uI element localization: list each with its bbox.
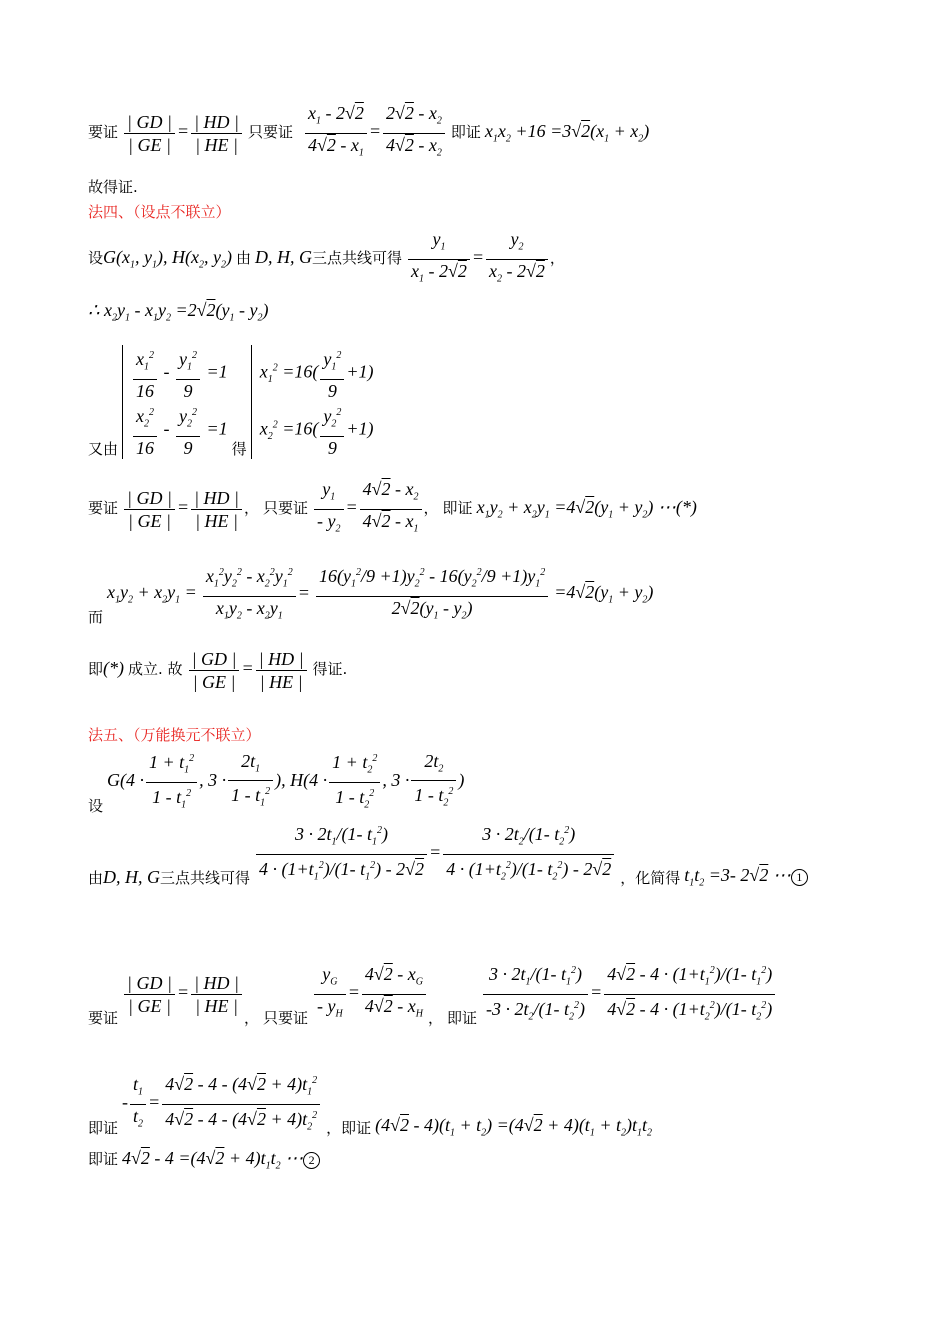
label-she-2: 设 xyxy=(88,797,104,816)
formula-frac-10: $\frac{4√2 - x_G}{4√2 - x_H}$ xyxy=(362,963,426,1025)
formula-points-param: G(4 · $\frac{1 + t_1^2}{1 - t_1^2}$ , 3 · $\frac{2t_1}{1 - t_1^2}$ ), H(4 · $\frac{1 + t_2^2}{1 - t_2^2}$ , 3 · $\frac{2t_2}{1 - t_2^2}$ ) xyxy=(107,770,464,790)
system-derived: $x_1^2 =16$( $\frac{y_1^2}{9}$ +1) $x_2^2 =16$( $\frac{y_2^2}{9}$ +1) xyxy=(251,345,374,459)
formula-frac-9: $\frac{y_G}{- y_H}$ xyxy=(314,963,346,1025)
formula-result-4: $4√2 - 4 =(4√2 + 4)t_1t_2$ ⋯ 2 xyxy=(122,1148,320,1168)
line-final xyxy=(88,1148,320,1172)
line-system xyxy=(88,345,373,459)
formula-frac-13: $\frac{t_1}{t_2}$ xyxy=(130,1073,146,1135)
formula-frac-3: $\frac{y_1}{- y_2}$ xyxy=(314,478,343,540)
line-set-gh-2 xyxy=(88,748,464,816)
formula-points-gh: $G(x_1$, $y_1$), $H(x_2$, $y_2$) xyxy=(103,246,232,271)
label-huajiande: 化简得 xyxy=(635,869,681,888)
formula-frac-14: $\frac{4√2 - 4 - (4√2 + 4)t_1^2}{4√2 - 4 - (4√2 + 4)t_2^2}$ xyxy=(162,1070,320,1138)
label-she: 设 xyxy=(88,248,104,267)
formula-result-2: $t_1t_2 =3-$ 2√2 ⋯ 1 xyxy=(684,865,808,885)
label-jizheng-3: 即证 xyxy=(447,1009,478,1028)
label-jizheng-4: 即证 xyxy=(88,1119,119,1138)
formula-frac-8: $\frac{3 \cdot 2t_2/(1- t_2^2)}{4 \cdot (1+t_2^2)/(1- t_2^2) - 2√2}$ xyxy=(443,820,614,888)
label-youyou: 又由 xyxy=(88,440,119,459)
section-title-fa5: 法五、（万能换元不联立） xyxy=(88,726,261,744)
formula-star: $x_1y_2 + x_2y_1 =4√2(y_1 + y_2)$ ⋯(*) xyxy=(476,496,697,521)
formula-frac-7: $\frac{3 \cdot 2t_1/(1- t_1^2)}{4 \cdot (1+t_1^2)/(1- t_1^2) - 2√2}$ xyxy=(256,820,427,888)
label-dezheng: 得证. xyxy=(312,660,348,679)
label-ji: 即 xyxy=(88,660,104,679)
label-jizheng-5: 即证 xyxy=(341,1119,372,1138)
label-jizheng-6: 即证 xyxy=(88,1150,119,1168)
label-chengli: 成立. 故 xyxy=(128,660,183,679)
section-title-fa4: 法四、（设点不联立） xyxy=(88,203,231,221)
formula-result-1: $x_1x_2 +16 =3√2(x_1 + x_2)$ xyxy=(484,120,650,145)
ratio-hd-he: $\frac{| HD |}{| HE |}$ xyxy=(191,111,242,156)
line-set-gh: 设$G(x_1$, $y_1$), $H(x_2$, $y_2$) 由 D, H, G三点共线可得 $\frac{y_1}{x_1 - 2√2}$ = $\frac{y_2}{x_2 - 2√2}$ ， xyxy=(88,228,565,290)
ratio-hd-he-2: $\frac{| HD |}{| HE |}$ xyxy=(191,487,242,532)
formula-frac-12: $\frac{4√2 - 4 \cdot (1+t_1^2)/(1- t_1^2)}{4√2 - 4 \cdot (1+t_2^2)/(1- t_2^2)}$ xyxy=(604,960,775,1028)
ratio-gd-ge-4: $\frac{| GD |}{| GE |}$ xyxy=(124,972,175,1017)
label-you: 由 xyxy=(235,248,251,267)
line-prove-2: 要证 $\frac{| GD |}{| GE |}$ = $\frac{| HD |}{| HE |}$ ， 只要证 $\frac{y_1}{- y_2}$ = $\frac{4√2 - x_2}{4√2 - x_1}$ ， 即证 $x_1y_2 + x_2y_1 =4√2(y_1 + y_2)$ ⋯(*) xyxy=(88,478,697,540)
ratio-hd-he-3: $\frac{| HD |}{| HE |}$ xyxy=(256,648,307,693)
line-er: 而 $x_1y_2 + x_2y_1$ = $\frac{x_1^2y_2^2 - x_2^2y_1^2}{x_1y_2 - x_2y_1}$ = $\frac{16(y_1^2/9 +1)y_2^2 - 16(y_2^2/9 +1)y_1^2}{2√2(y_1 - y_2)}$ $=4√2(y_1 + y_2)$ xyxy=(88,562,653,627)
label-zhiyaozheng: 只要证 xyxy=(247,122,293,141)
label-zhiyaozheng-2: 只要证 xyxy=(263,498,309,517)
line-prove-3: 要证 $\frac{| GD |}{| GE |}$ = $\frac{| HD |}{| HE |}$ ， 只要证 $\frac{y_G}{- y_H}$ = $\frac{4√2 - x_G}{4√2 - x_H}$ ， 即证 $\frac{3 \cdot 2t_1/(1- t_1^2)}{-3 \cdot 2t_2/(1- t_2^2)}$ = $\frac{4√2 - 4 \cdot (1+t_1^2)/(1- t_1^2)}{4√2 - 4 \cdot (1+t_2^2)/(1- t_2^2)}$ xyxy=(88,960,777,1028)
line-collinear-2: 由D, H, G三点共线可得 $\frac{3 \cdot 2t_1/(1- t_1^2)}{4 \cdot (1+t_1^2)/(1- t_1^2) - 2√2}$ = $\frac{3 \cdot 2t_2/(1- t_2^2)}{4 \cdot (1+t_2^2)/(1- t_2^2) - 2√2}$ ，化简得 $t_1t_2 =3-$ 2√2 ⋯ 1 xyxy=(88,820,808,888)
label-sandian-2: 三点共线可得 xyxy=(160,869,251,888)
formula-frac-5: $\frac{x_1^2y_2^2 - x_2^2y_1^2}{x_1y_2 - x_2y_1}$ xyxy=(203,562,296,627)
ratio-gd-ge: $\frac{| GD |}{| GE |}$ xyxy=(124,111,175,156)
label-er: 而 xyxy=(88,608,104,627)
line-ji-star: 即(*) 成立. 故 $\frac{| GD |}{| GE |}$ = $\frac{| HD |}{| HE |}$ 得证. xyxy=(88,649,348,692)
ratio-gd-ge-2: $\frac{| GD |}{| GE |}$ xyxy=(124,487,175,532)
ratio-gd-ge-3: $\frac{| GD |}{| GE |}$ xyxy=(189,648,240,693)
label-yaozheng-2: 要证 xyxy=(88,498,119,517)
label-yaozheng: 要证 xyxy=(88,122,119,141)
formula-collinear-b: $\frac{y_2}{x_2 - 2√2}$ xyxy=(486,228,548,290)
formula-frac-2: $\frac{2√2 - x_2}{4√2 - x_2}$ xyxy=(383,102,445,164)
conclusion-1: 故得证. xyxy=(88,178,138,196)
formula-collinear-a: $\frac{y_1}{x_1 - 2√2}$ xyxy=(408,228,470,290)
formula-frac-4: $\frac{4√2 - x_2}{4√2 - x_1}$ xyxy=(360,478,422,540)
ratio-hd-he-4: $\frac{| HD |}{| HE |}$ xyxy=(191,972,242,1017)
formula-therefore: ∴ $x_2y_1 - x_1y_2 =2√2(y_1 - y_2)$ xyxy=(88,300,269,324)
line-1: 要证 $\frac{| GD |}{| GE |}$ = $\frac{| HD |}{| HE |}$ 只要证 $\frac{x_1 - 2√2}{4√2 - x_1}$ = $\frac{2√2 - x_2}{4√2 - x_2}$ 即证 $x_1x_2 +16 =3√2(x_1 + x_2)$ xyxy=(88,102,649,164)
formula-result-3: $(4√2 - 4)(t_1 + t_2) =(4√2 + 4)(t_1 + t_2)t_1t_2$ xyxy=(375,1114,652,1139)
formula-frac-6: $\frac{16(y_1^2/9 +1)y_2^2 - 16(y_2^2/9 +1)y_1^2}{2√2(y_1 - y_2)}$ xyxy=(316,562,548,627)
label-sandian: 三点共线可得 xyxy=(312,248,403,267)
star-mark: (*) xyxy=(103,658,125,679)
label-de: 得 xyxy=(231,440,247,459)
label-you-2: 由 xyxy=(88,869,104,888)
label-jizheng-2: 即证 xyxy=(442,498,473,517)
system-hyperbola: $\frac{x_1^2}{16}$ - $\frac{y_1^2}{9}$ =1 $\frac{x_2^2}{16}$ - $\frac{y_2^2}{9}$ =1 xyxy=(122,345,228,458)
line-jizheng-4: 即证 - $\frac{t_1}{t_2}$ = $\frac{4√2 - 4 - (4√2 + 4)t_1^2}{4√2 - 4 - (4√2 + 4)t_2^2}$ ，即证 $(4√2 - 4)(t_1 + t_2) =(4√2 + 4)(t_1 + t_2)t_1t_2$ xyxy=(88,1070,652,1138)
label-zhiyaozheng-3: 只要证 xyxy=(263,1009,309,1028)
formula-frac-1: $\frac{x_1 - 2√2}{4√2 - x_1}$ xyxy=(305,102,367,164)
formula-frac-11: $\frac{3 \cdot 2t_1/(1- t_1^2)}{-3 \cdot 2t_2/(1- t_2^2)}$ xyxy=(483,960,588,1028)
label-yaozheng-3: 要证 xyxy=(88,1009,119,1028)
label-jizheng: 即证 xyxy=(450,122,481,141)
